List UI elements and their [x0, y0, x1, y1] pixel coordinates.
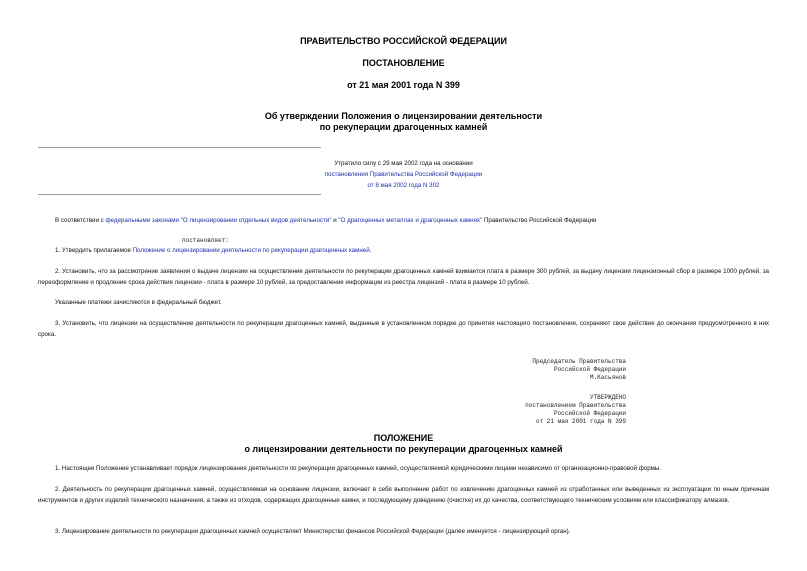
preamble-prefix: В соответствии с — [55, 217, 106, 224]
preamble-suffix: Правительство Российской Федерации — [482, 217, 597, 224]
item-1-paragraph — [55, 245, 775, 256]
government-heading: ПРАВИТЕЛЬСТВО РОССИЙСКОЙ ФЕДЕРАЦИИ — [300, 36, 507, 46]
federal-laws-link[interactable]: федеральными законами "О лицензировании отдельных видов деятельности" — [105, 217, 332, 224]
approved-by: постановлением Правительства — [525, 402, 626, 409]
item-3-paragraph: 3. Установить, что лицензии на осуществление деятельности по рекуперации драгоценных камней, выданные в установленном порядке до принятия настоящего постановления, сохраняют свое действие до окончания предусмотренного в них срока. — [38, 320, 769, 338]
approved-block — [525, 394, 626, 426]
signature-name: М.Касьянов — [589, 374, 626, 381]
regulation-paragraph-3: 3. Лицензирование деятельности по рекуперации драгоценных камней осуществляет Министерство финансов Российской Федерации (далее именуется - лицензирующий орган). — [55, 528, 571, 535]
regulation-paragraph-2: 2. Деятельность по рекуперации драгоценных камней, осуществляемая на основании лицензии, включает в себя выполнение работ по извлечению драгоценных камней из отработанных или выведенных из эксплуатации по иным причинам инструментов и других изделий технического назначения, а также из отходов, содержащих драгоценные камни, и последующему доведению (очистке) их до качества, соответствующего техническим условиям или классификатору алмазов. — [38, 486, 769, 504]
preamble-paragraph — [55, 215, 775, 226]
divider-top — [38, 147, 321, 148]
signature-country: Российской Федерации — [553, 366, 626, 373]
divider-bottom — [38, 194, 321, 195]
regulation-title: ПОЛОЖЕНИЕ — [373, 433, 434, 443]
signature-title: Председатель Правительства — [532, 358, 626, 365]
payments-paragraph: Указанные платежи зачисляются в федеральный бюджет. — [55, 299, 222, 306]
approved-country: Российской Федерации — [553, 410, 626, 417]
document-type-heading: ПОСТАНОВЛЕНИЕ — [362, 58, 445, 68]
document-title-line2: по рекуперации драгоценных камней — [319, 122, 488, 132]
approved-heading: УТВЕРЖДЕНО — [589, 394, 626, 401]
item-1-suffix: . — [369, 247, 372, 254]
repeal-status-text: Утратило силу с 29 мая 2002 года на основании — [334, 160, 473, 167]
precious-metals-law-link[interactable]: "О драгоценных металлах и драгоценных камнях" — [338, 217, 483, 224]
approved-date: от 21 мая 2001 года N 399 — [535, 418, 626, 425]
repeal-link-line2[interactable]: от 8 мая 2002 года N 302 — [367, 182, 440, 189]
regulation-paragraph-1: 1. Настоящее Положение устанавливает порядок лицензирования деятельности по рекуперации драгоценных камней, осуществляемой юридическими лицами независимо от организационно-правовой формы. — [55, 465, 662, 472]
date-number-heading: от 21 мая 2001 года N 399 — [347, 80, 460, 90]
repeal-link-line1[interactable]: постановления Правительства Российской Федерации — [324, 171, 483, 178]
document-title-line1: Об утверждении Положения о лицензировании деятельности — [264, 111, 543, 121]
regulation-subtitle: о лицензировании деятельности по рекуперации драгоценных камней — [244, 444, 563, 454]
signature-block — [532, 358, 626, 382]
preamble-middle: и — [331, 217, 339, 224]
item-2-paragraph: 2. Установить, что за рассмотрение заявления о выдаче лицензии на осуществление деятельности по рекуперации драгоценных камней взимается плата в размере 300 рублей, за выдачу лицензии лицензионный сбор в размере 1000 рублей, за переоформление и продление срока действия лицензии - плата в размере 10 рублей, за предоставление информации из реестра лицензий - плата в размере 10 рублей. — [38, 268, 769, 286]
resolves-word: постановляет: — [182, 237, 229, 244]
regulation-link[interactable]: Положение о лицензировании деятельности по рекуперации драгоценных камней — [132, 247, 370, 254]
item-1-prefix: 1. Утвердить прилагаемое — [55, 247, 133, 254]
